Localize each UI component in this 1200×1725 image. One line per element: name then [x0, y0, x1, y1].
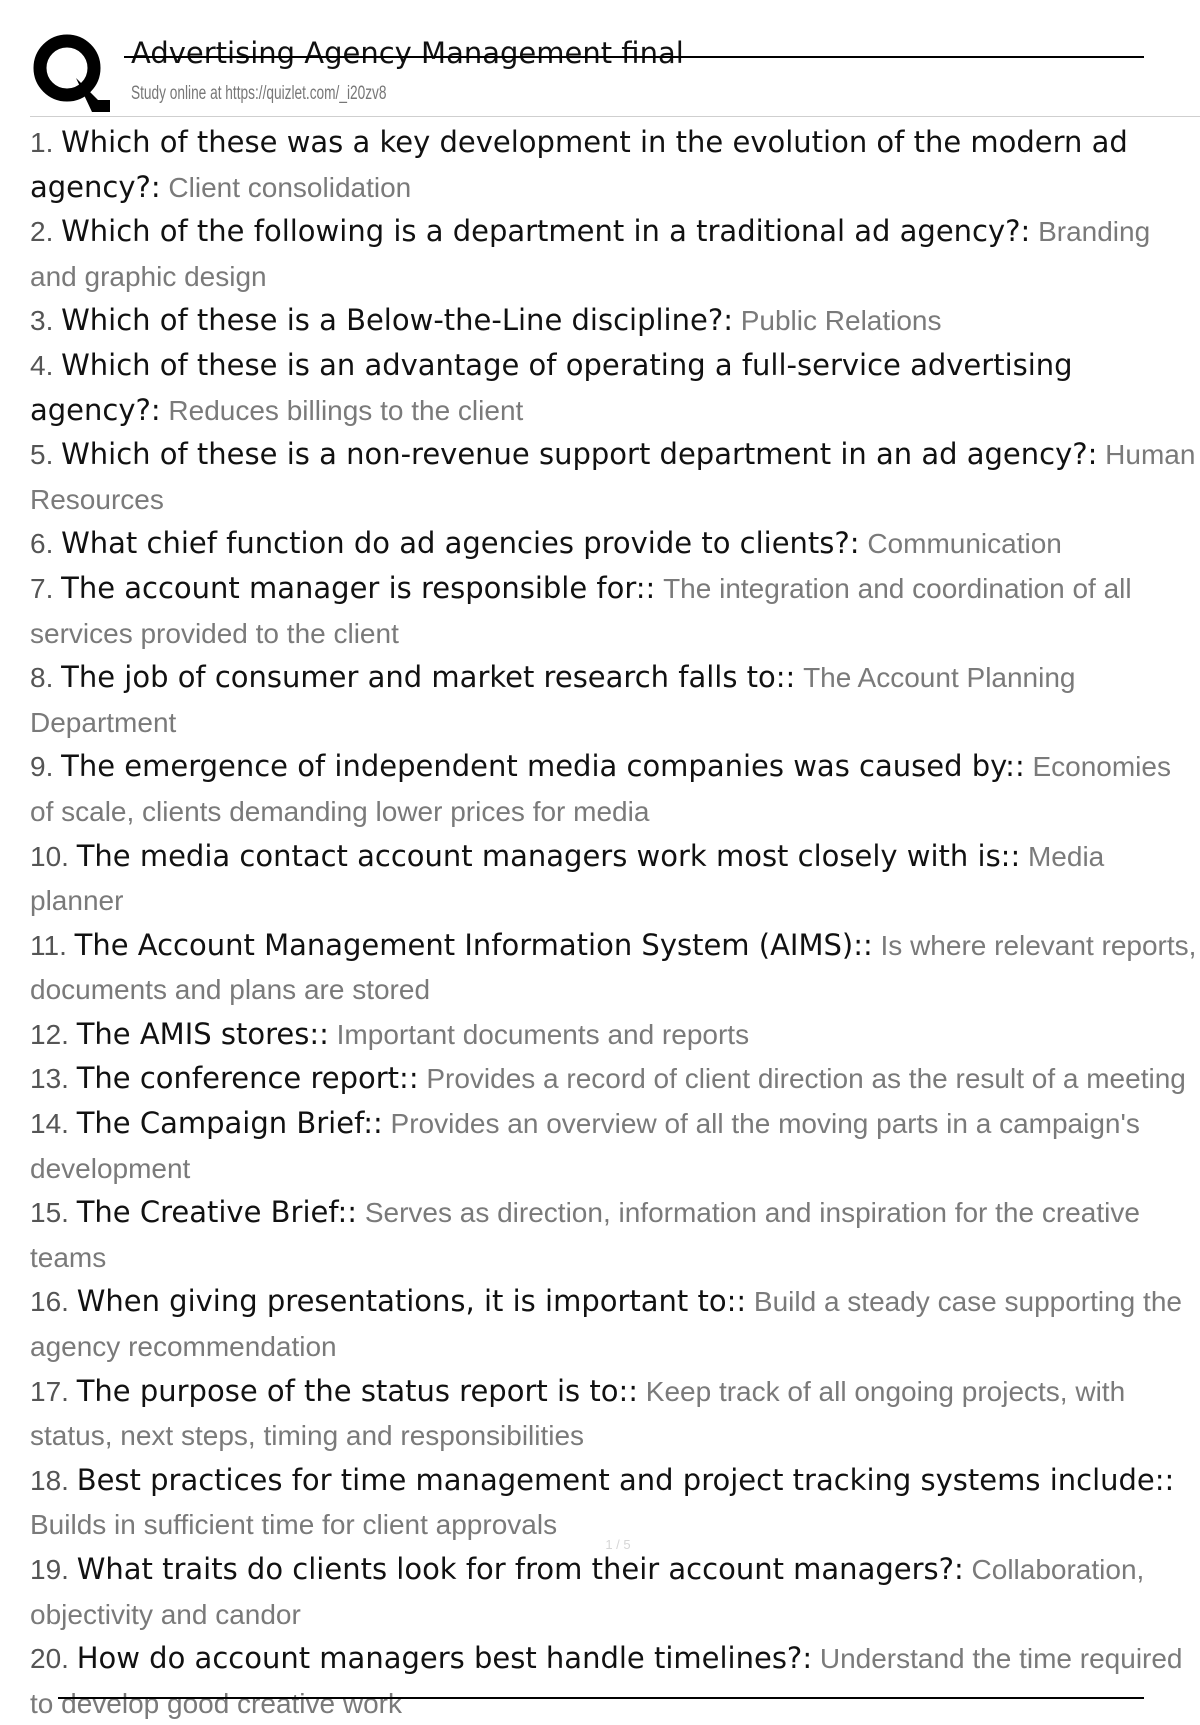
answer-text: Collaboration, objectivity and candor	[30, 1554, 1145, 1630]
page-number: 1 / 5	[605, 1537, 631, 1552]
question-text: What traits do clients look for from their account managers?:	[76, 1552, 964, 1586]
question-text: The account manager is responsible for::	[61, 570, 656, 605]
item-number: 7.	[30, 572, 54, 604]
footer-rule	[58, 1697, 1144, 1699]
qa-item	[30, 1012, 1200, 1057]
document-title: Advertising Agency Management final	[131, 36, 684, 70]
qa-item	[30, 1279, 1200, 1368]
qa-item	[30, 521, 1200, 566]
qa-item	[30, 120, 1200, 209]
study-online-url: Study online at https://quizlet.com/_i20zv8	[131, 83, 387, 104]
qa-item	[30, 655, 1200, 744]
answer-text: Branding and graphic design	[30, 216, 1151, 292]
title-rule	[124, 56, 1144, 58]
question-text: Which of these is a non-revenue support department in an ad agency?:	[61, 437, 1098, 472]
answer-text: Build a steady case supporting the agency recommendation	[30, 1286, 1182, 1363]
answer-text: The Account Planning Department	[30, 662, 1076, 738]
answer-text: Builds in sufficient time for client approvals	[30, 1509, 558, 1541]
qa-item	[30, 1636, 1200, 1725]
question-text: The Campaign Brief::	[76, 1106, 383, 1141]
answer-text: Human Resources	[30, 439, 1196, 515]
answer-text: Serves as direction, information and inspiration for the creative teams	[30, 1197, 1140, 1273]
item-number: 1.	[30, 127, 54, 158]
item-number: 10.	[30, 840, 69, 872]
qa-item	[30, 209, 1200, 298]
qa-item	[30, 1056, 1200, 1101]
quizlet-logo-icon	[30, 32, 112, 112]
question-text: The Creative Brief::	[76, 1195, 358, 1230]
question-text: Best practices for time management and project tracking systems include::	[76, 1462, 1175, 1497]
qa-item	[30, 834, 1200, 923]
answer-text: Understand the time required to develop good creative work	[30, 1643, 1183, 1719]
item-number: 17.	[30, 1375, 69, 1407]
header-divider	[30, 116, 1200, 117]
question-text: The media contact account managers work most closely with is::	[76, 838, 1021, 873]
question-text: Which of these is a Below-the-Line discipline?:	[61, 303, 733, 338]
question-text: When giving presentations, it is important to::	[76, 1284, 747, 1319]
qa-item	[30, 1101, 1200, 1190]
qa-item	[30, 298, 1200, 343]
answer-text: Reduces billings to the client	[168, 394, 524, 426]
item-number: 2.	[30, 216, 54, 248]
item-number: 12.	[30, 1018, 69, 1050]
question-text: What chief function do ad agencies provide to clients?:	[61, 526, 860, 561]
item-number: 15.	[30, 1197, 69, 1229]
item-number: 11.	[30, 929, 67, 961]
answer-text: Important documents and reports	[336, 1018, 750, 1050]
question-text: Which of the following is a department in a traditional ad agency?:	[61, 214, 1031, 249]
question-text: The purpose of the status report is to::	[76, 1373, 639, 1408]
item-number: 8.	[30, 662, 54, 694]
question-text: Which of these is an advantage of operating a full-service advertising agency?:	[30, 347, 1073, 427]
answer-text: Provides an overview of all the moving parts in a campaign's development	[30, 1108, 1140, 1184]
qa-item	[30, 1190, 1200, 1279]
answer-text: The integration and coordination of all services provided to the client	[30, 572, 1132, 649]
qa-item	[30, 923, 1200, 1012]
question-answer-list	[30, 120, 1200, 1725]
answer-text: Communication	[867, 528, 1062, 560]
question-text: The emergence of independent media companies was caused by::	[61, 749, 1025, 784]
question-text: The job of consumer and market research falls to::	[61, 660, 796, 695]
item-number: 16.	[30, 1286, 69, 1318]
question-text: The conference report::	[76, 1061, 419, 1096]
qa-item	[30, 744, 1200, 833]
answer-text: Is where relevant reports, documents and plans are stored	[30, 929, 1197, 1006]
item-number: 19.	[30, 1554, 69, 1585]
item-number: 5.	[30, 439, 54, 471]
answer-text: Client consolidation	[168, 171, 412, 203]
item-number: 13.	[30, 1063, 69, 1095]
qa-item	[30, 1458, 1200, 1547]
qa-item	[30, 432, 1200, 521]
answer-text: Economies of scale, clients demanding lower prices for media	[30, 751, 1171, 827]
qa-item	[30, 1547, 1200, 1636]
item-number: 14.	[30, 1108, 69, 1140]
qa-item	[30, 566, 1200, 655]
question-text: Which of these was a key development in the evolution of the modern ad agency?:	[30, 125, 1128, 204]
answer-text: Public Relations	[740, 305, 942, 337]
question-text: The Account Management Information System (AIMS)::	[74, 927, 873, 962]
item-number: 9.	[30, 751, 54, 783]
answer-text: Provides a record of client direction as the result of a meeting	[426, 1063, 1186, 1095]
answer-text: Keep track of all ongoing projects, with status, next steps, timing and responsibilities	[30, 1375, 1126, 1452]
item-number: 4.	[30, 349, 54, 381]
answer-text: Media planner	[30, 840, 1105, 917]
item-number: 3.	[30, 305, 54, 337]
item-number: 18.	[30, 1464, 69, 1496]
question-text: How do account managers best handle timelines?:	[76, 1641, 813, 1676]
qa-item	[30, 1369, 1200, 1458]
qa-item	[30, 343, 1200, 432]
item-number: 6.	[30, 528, 54, 560]
question-text: The AMIS stores::	[76, 1016, 329, 1051]
item-number: 20.	[30, 1643, 69, 1675]
